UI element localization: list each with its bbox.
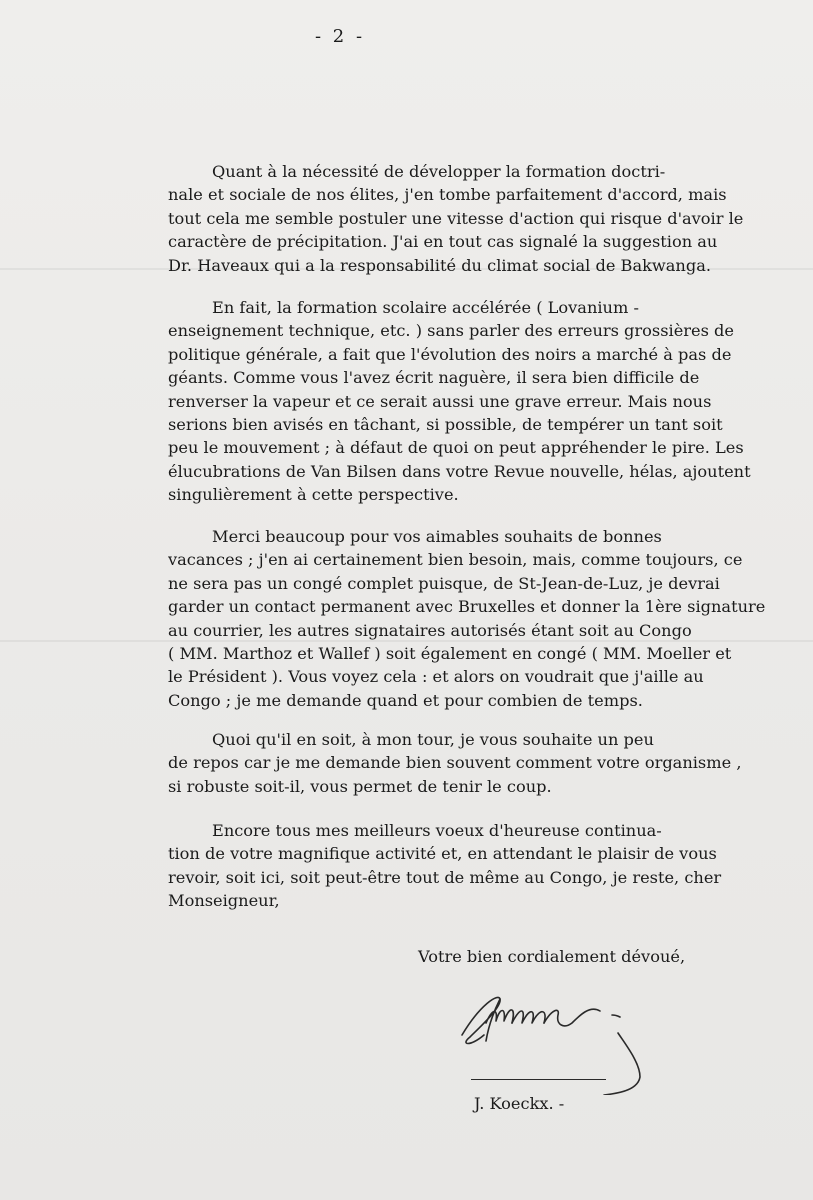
paragraph-2 xyxy=(168,296,800,507)
text-line: singulièrement à cette perspective. xyxy=(168,485,459,505)
text-line: Quant à la nécessité de développer la formation doctri- xyxy=(212,162,666,181)
text-line: Merci beaucoup pour vos aimables souhaits de bonnes xyxy=(212,527,662,546)
text-line: vacances ; j'en ai certainement bien besoin, mais, comme toujours, ce xyxy=(168,550,743,570)
text-line: ne sera pas un congé complet puisque, de St-Jean-de-Luz, je devrai xyxy=(168,573,720,593)
paragraph-5 xyxy=(168,819,800,913)
text-line: Encore tous mes meilleurs voeux d'heureuse continua- xyxy=(212,821,662,840)
text-line: Monseigneur, xyxy=(168,891,280,911)
text-line: si robuste soit-il, vous permet de tenir le coup. xyxy=(168,776,552,796)
text-line: géants. Comme vous l'avez écrit naguère, il sera bien difficile de xyxy=(168,368,700,388)
paragraph-3 xyxy=(168,525,800,712)
text-line: le Président ). Vous voyez cela : et alors on voudrait que j'aille au xyxy=(168,667,704,687)
text-line: nale et sociale de nos élites, j'en tombe parfaitement d'accord, mais xyxy=(168,185,727,205)
paragraph-1 xyxy=(168,160,800,277)
signer-name: J. Koeckx. - xyxy=(474,1094,565,1113)
text-line: En fait, la formation scolaire accélérée ( Lovanium - xyxy=(212,298,639,317)
text-line: revoir, soit ici, soit peut-être tout de même au Congo, je reste, cher xyxy=(168,867,722,887)
text-line: de repos car je me demande bien souvent comment votre organisme , xyxy=(168,753,742,773)
signature-line xyxy=(471,1079,606,1080)
closing-salutation: Votre bien cordialement dévoué, xyxy=(418,947,686,966)
text-line: Congo ; je me demande quand et pour combien de temps. xyxy=(168,690,643,710)
text-line: garder un contact permanent avec Bruxelles et donner la 1ère signature xyxy=(168,597,766,617)
text-line: ( MM. Marthoz et Wallef ) soit également en congé ( MM. Moeller et xyxy=(168,644,732,664)
text-line: Dr. Haveaux qui a la responsabilité du climat social de Bakwanga. xyxy=(168,255,711,275)
text-line: élucubrations de Van Bilsen dans votre Revue nouvelle, hélas, ajoutent xyxy=(168,461,751,481)
text-line: au courrier, les autres signataires autorisés étant soit au Congo xyxy=(168,620,692,640)
text-line: enseignement technique, etc. ) sans parler des erreurs grossières de xyxy=(168,321,734,341)
page-number: - 2 - xyxy=(314,26,366,47)
text-line: politique générale, a fait que l'évolution des noirs a marché à pas de xyxy=(168,344,732,364)
text-line: peu le mouvement ; à défaut de quoi on peut appréhender le pire. Les xyxy=(168,438,744,458)
paragraph-4 xyxy=(168,728,800,798)
text-line: renverser la vapeur et ce serait aussi une grave erreur. Mais nous xyxy=(168,391,712,411)
text-line: tion de votre magnifique activité et, en attendant le plaisir de vous xyxy=(168,844,717,864)
text-line: caractère de précipitation. J'ai en tout cas signalé la suggestion au xyxy=(168,232,718,252)
text-line: Quoi qu'il en soit, à mon tour, je vous souhaite un peu xyxy=(212,730,654,749)
text-line: tout cela me semble postuler une vitesse d'action qui risque d'avoir le xyxy=(168,208,744,228)
text-line: serions bien avisés en tâchant, si possible, de tempérer un tant soit xyxy=(168,415,723,435)
